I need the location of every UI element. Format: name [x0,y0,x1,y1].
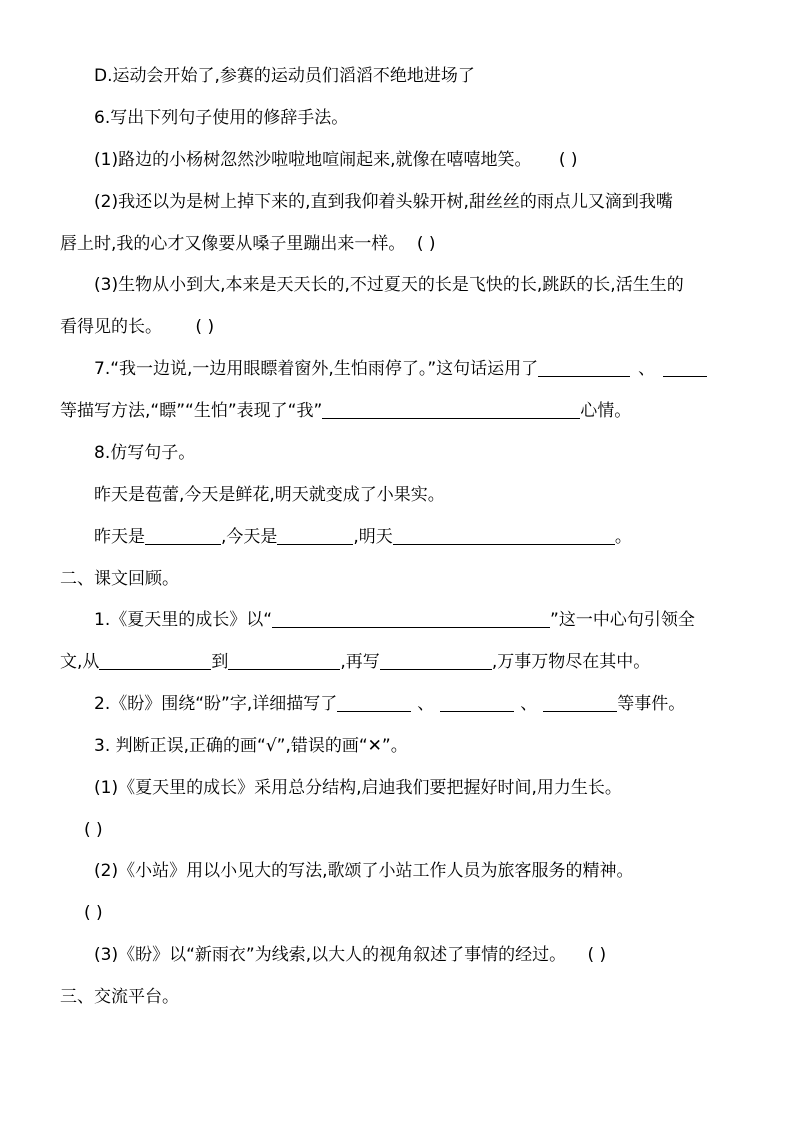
s2-q3-title: 3. 判断正误,正确的画“√”,错误的画“✕”。 [94,736,408,756]
q6-s2-answer-paren[interactable]: ( ) [416,234,436,254]
q6-sentence-3a: (3)生物从小到大,本来是天天长的,不过夏天的长是飞快的长,跳跃的长,活生生的 [94,275,684,295]
q6-title: 6.写出下列句子使用的修辞手法。 [94,108,349,128]
s2-q1-blank-1[interactable] [272,609,550,628]
s2-q1-text-b: ”这一中心句引领全 [550,610,695,630]
q8-text-3: ,明天 [353,527,393,547]
q6-sentence-2b [60,232,435,256]
q6-s3-answer-paren[interactable]: ( ) [195,317,215,337]
s2-q3-item-3 [94,943,606,967]
q7-blank-3[interactable] [322,400,580,419]
q8-imitation [94,525,632,549]
s2-q3-item-1-answer-paren[interactable]: ( ) [84,820,103,840]
q6-sentence-3b [60,315,214,339]
s2-q3-item-1: (1)《夏天里的成长》采用总分结构,启迪我们要把握好时间,用力生长。 [94,778,622,798]
q6-s2-text: 唇上时,我的心才又像要从嗓子里蹦出来一样。 [60,234,406,254]
q7-separator: 、 [638,359,656,379]
s2-q1-blank-4[interactable] [380,651,492,670]
q6-s1-text: (1)路边的小杨树忽然沙啦啦地喧闹起来,就像在嘻嘻地笑。 [94,150,532,170]
q8-blank-1[interactable] [145,526,221,545]
q6-sentence-2a: (2)我还以为是树上掉下来的,直到我仰着头躲开树,甜丝丝的雨点儿又滴到我嘴 [94,192,673,212]
q6-s3-text: 看得见的长。 [60,317,162,337]
s2-q1-blank-3[interactable] [228,651,340,670]
s2-q1-line-2 [60,650,650,674]
q7-line-2 [60,399,631,423]
s2-q2-sep-2: 、 [520,694,538,714]
s2-q1-text-d: 到 [211,652,229,672]
s2-q1-text-c: 文,从 [60,652,100,672]
q5-option-d: D.运动会开始了,参赛的运动员们滔滔不绝地进场了 [94,66,475,86]
s2-q3-item-3-answer-paren[interactable]: ( ) [587,945,607,965]
s2-q2-text-b: 等事件。 [617,694,686,714]
q7-text-b2: 心情。 [580,401,632,421]
q8-title: 8.仿写句子。 [94,443,196,463]
q7-blank-1[interactable] [538,358,630,377]
s2-q3-item-3-text: (3)《盼》以“新雨衣”为线索,以大人的视角叙述了事情的经过。 [94,945,567,965]
q8-blank-3[interactable] [393,526,615,545]
s2-q1-line-1 [94,608,695,632]
s2-q3-item-2-answer-paren[interactable]: ( ) [84,903,103,923]
q8-blank-2[interactable] [277,526,353,545]
q6-s1-answer-paren[interactable]: ( ) [558,150,578,170]
q7-blank-2[interactable] [663,358,707,377]
q8-text-2: ,今天是 [221,527,278,547]
s2-q2 [94,692,685,716]
s2-q3-item-2: (2)《小站》用以小见大的写法,歌颂了小站工作人员为旅客服务的精神。 [94,861,634,881]
s2-q1-text-f: ,万事万物尽在其中。 [491,652,651,672]
s2-q2-blank-2[interactable] [440,693,514,712]
s2-q2-sep-1: 、 [417,694,435,714]
s2-q2-text-a: 2.《盼》围绕“盼”字,详细描写了 [94,694,338,714]
q7-text-a: 7.“我一边说,一边用眼瞟着窗外,生怕雨停了。”这句话运用了 [94,359,539,379]
s2-q2-blank-1[interactable] [337,693,411,712]
s2-q2-blank-3[interactable] [543,693,617,712]
q8-text-4: 。 [614,527,632,547]
s2-q1-blank-2[interactable] [99,651,211,670]
section-3-title: 三、交流平台。 [60,987,179,1007]
q8-example: 昨天是苞蕾,今天是鲜花,明天就变成了小果实。 [94,485,445,505]
q8-text-1: 昨天是 [94,527,145,547]
s2-q1-text-e: ,再写 [340,652,380,672]
q6-sentence-1 [94,148,578,172]
q7-text-b1: 等描写方法,“瞟”“生怕”表现了“我” [60,401,323,421]
s2-q1-text-a: 1.《夏天里的成长》以“ [94,610,273,630]
q7-line-1 [94,357,707,381]
section-2-title: 二、课文回顾。 [60,569,179,589]
